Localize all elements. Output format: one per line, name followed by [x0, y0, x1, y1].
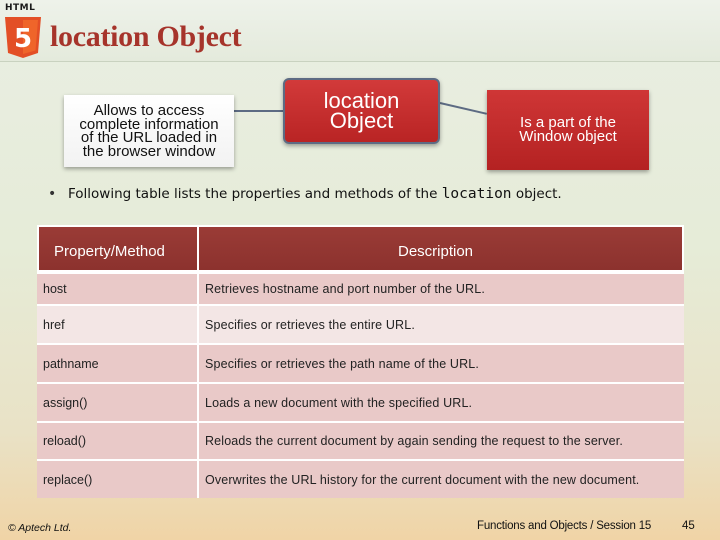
- cell-description: Loads a new document with the specified URL.: [205, 395, 473, 410]
- info-box-right-text: Is a part of the Window object: [519, 114, 617, 145]
- bullet-prefix: Following table lists the properties and methods of the: [68, 186, 442, 202]
- cell-name: reload(): [37, 423, 199, 459]
- cell-description: Reloads the current document by again sending the request to the server.: [205, 434, 623, 448]
- cell-description: Specifies or retrieves the entire URL.: [205, 317, 415, 332]
- table-row: [37, 459, 684, 498]
- bullet-dot-icon: •: [48, 186, 57, 202]
- connector-right: [440, 102, 487, 115]
- cell-name: replace(): [37, 461, 199, 498]
- table-header: [37, 225, 684, 272]
- table-row: [37, 343, 684, 382]
- table-row: [37, 272, 684, 304]
- cell-description: Overwrites the URL history for the current document with the new document.: [205, 472, 640, 487]
- svg-text:5: 5: [13, 24, 33, 54]
- cell-description: Retrieves hostname and port number of the URL.: [205, 282, 485, 296]
- header-description: Description: [398, 243, 474, 260]
- bullet-text: [68, 186, 562, 202]
- table-row: [37, 421, 684, 459]
- connector-left: [234, 110, 284, 112]
- info-box-left: [64, 95, 234, 167]
- cell-name: pathname: [37, 345, 199, 382]
- footer-session: Functions and Objects / Session 15: [477, 520, 652, 532]
- properties-table: [37, 225, 684, 498]
- table-row: [37, 382, 684, 421]
- cell-description: Specifies or retrieves the path name of the URL.: [205, 356, 480, 371]
- header-bar: [0, 0, 720, 62]
- cell-name: host: [37, 274, 199, 304]
- info-box-center: [283, 78, 440, 144]
- info-box-center-text: location Object: [323, 88, 400, 133]
- header-property: Property/Method: [39, 227, 199, 270]
- logo-word: HTML: [5, 3, 36, 13]
- cell-name: href: [37, 306, 199, 343]
- footer-page-number: 45: [682, 520, 695, 532]
- page-title: location Object: [50, 20, 242, 53]
- info-box-right: [487, 90, 649, 170]
- footer-copyright: © Aptech Ltd.: [8, 522, 72, 534]
- bullet-line: [48, 186, 708, 202]
- bullet-suffix: object.: [511, 186, 562, 202]
- table-row: [37, 304, 684, 343]
- cell-name: assign(): [37, 384, 199, 421]
- info-box-left-text: Allows to access complete information of the URL loaded in the browser window: [79, 102, 219, 160]
- bullet-code: location: [441, 186, 512, 202]
